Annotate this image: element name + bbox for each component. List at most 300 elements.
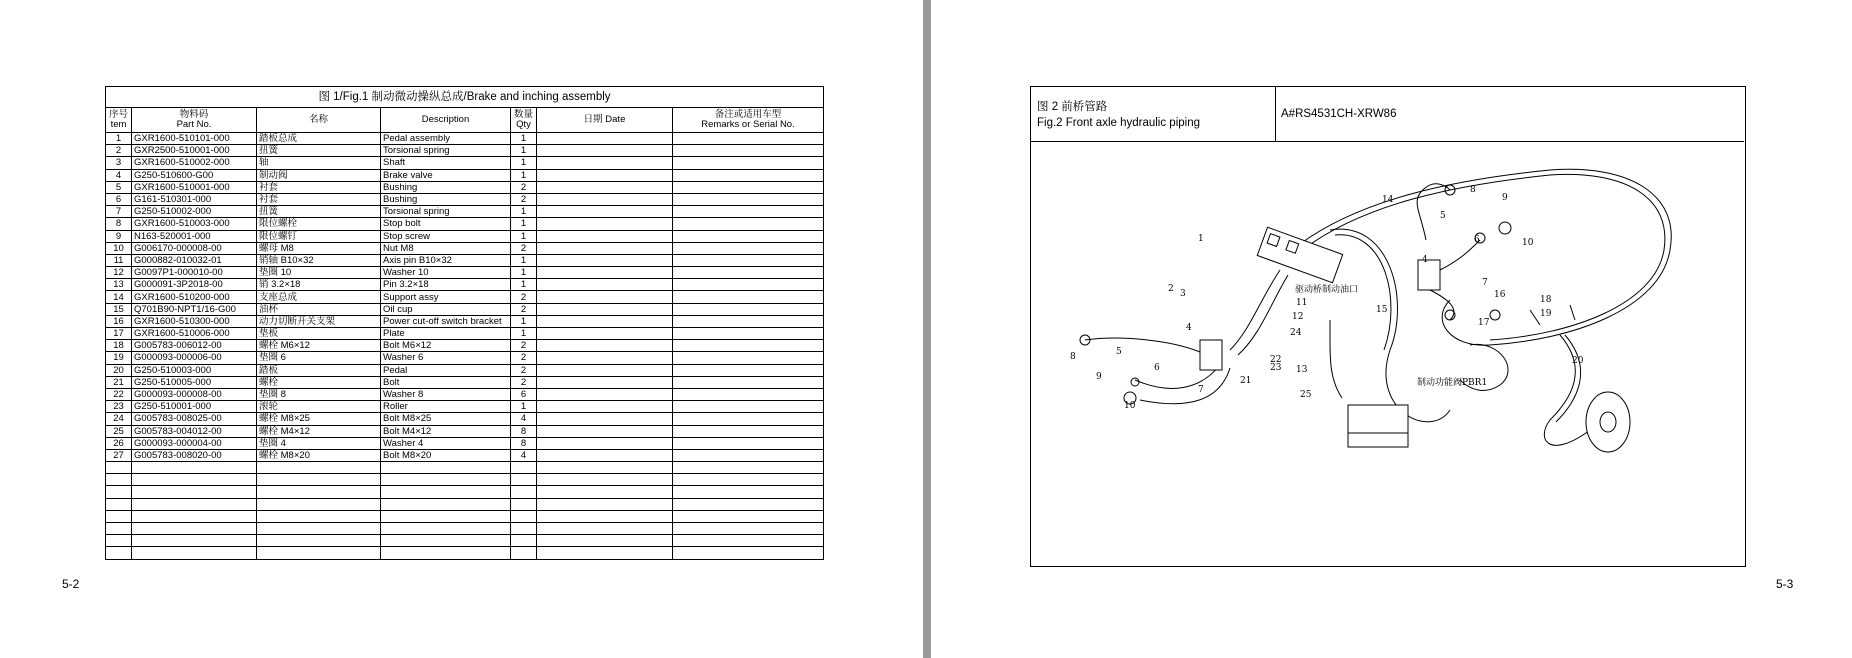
cell-empty xyxy=(673,535,824,547)
svg-text:5: 5 xyxy=(1440,211,1446,221)
hydraulic-piping-diagram xyxy=(1030,140,1746,565)
cell-name: 销 3.2×18 xyxy=(257,279,381,291)
cell-empty xyxy=(537,303,673,315)
cell-part: G000093-000008-00 xyxy=(132,388,257,400)
cell-empty xyxy=(673,193,824,205)
cell-empty xyxy=(537,401,673,413)
cell-part: G005783-004012-00 xyxy=(132,425,257,437)
table-row-empty xyxy=(106,535,824,547)
cell-part: G000882-010032-01 xyxy=(132,254,257,266)
cell-qty: 2 xyxy=(511,352,537,364)
cell-desc: Shaft xyxy=(381,157,511,169)
svg-text:3: 3 xyxy=(1180,289,1186,299)
cell-part: G000093-000004-00 xyxy=(132,437,257,449)
table-title: 图 1/Fig.1 制动微动操纵总成/Brake and inching assembly xyxy=(106,87,824,108)
cell-empty xyxy=(537,364,673,376)
cell-empty xyxy=(106,474,132,486)
cell-qty: 4 xyxy=(511,413,537,425)
cell-empty xyxy=(673,169,824,181)
cell-empty xyxy=(537,462,673,474)
table-row xyxy=(106,145,824,157)
cell-qty: 2 xyxy=(511,181,537,193)
table-row-empty xyxy=(106,486,824,498)
table-row xyxy=(106,267,824,279)
cell-empty xyxy=(381,474,511,486)
cell-no: 3 xyxy=(106,157,132,169)
cell-qty: 2 xyxy=(511,291,537,303)
cell-empty xyxy=(537,340,673,352)
cell-empty xyxy=(106,462,132,474)
cell-desc: Power cut-off switch bracket xyxy=(381,315,511,327)
cell-part: N163-520001-000 xyxy=(132,230,257,242)
cell-empty xyxy=(257,474,381,486)
svg-text:6: 6 xyxy=(1474,235,1480,245)
cell-qty: 1 xyxy=(511,145,537,157)
cell-no: 27 xyxy=(106,449,132,461)
header-part-no: 物料码 Part No. xyxy=(132,108,257,133)
cell-desc: Pedal xyxy=(381,364,511,376)
svg-text:14: 14 xyxy=(1382,195,1394,205)
pipe-13 xyxy=(1330,340,1342,398)
cell-empty xyxy=(537,242,673,254)
cell-desc: Bolt M8×20 xyxy=(381,449,511,461)
svg-text:24: 24 xyxy=(1290,328,1302,338)
cell-empty xyxy=(673,291,824,303)
cell-empty xyxy=(673,388,824,400)
table-row xyxy=(106,401,824,413)
svg-text:18: 18 xyxy=(1540,295,1552,305)
cell-qty: 1 xyxy=(511,157,537,169)
cell-empty xyxy=(537,413,673,425)
cell-empty xyxy=(537,523,673,535)
cell-name: 踏板总成 xyxy=(257,133,381,145)
svg-text:23: 23 xyxy=(1270,363,1282,373)
figure-header xyxy=(1031,87,1744,142)
cell-name: 垫圈 6 xyxy=(257,352,381,364)
cell-empty xyxy=(673,340,824,352)
cell-qty: 1 xyxy=(511,401,537,413)
cell-name: 衬套 xyxy=(257,181,381,193)
cell-desc: Torsional spring xyxy=(381,145,511,157)
svg-text:4: 4 xyxy=(1422,255,1428,265)
cell-name: 螺栓 M6×12 xyxy=(257,340,381,352)
cell-empty xyxy=(673,315,824,327)
table-row xyxy=(106,437,824,449)
svg-text:2: 2 xyxy=(1168,284,1174,294)
cell-empty xyxy=(537,206,673,218)
cell-no: 18 xyxy=(106,340,132,352)
cell-empty xyxy=(673,133,824,145)
cell-part: G250-510001-000 xyxy=(132,401,257,413)
cell-qty: 4 xyxy=(511,449,537,461)
svg-text:16: 16 xyxy=(1494,290,1506,300)
cell-qty: 1 xyxy=(511,254,537,266)
cell-desc: Bolt M4×12 xyxy=(381,425,511,437)
cell-part: G005783-008025-00 xyxy=(132,413,257,425)
cell-name: 垫圈 10 xyxy=(257,267,381,279)
cell-empty xyxy=(673,267,824,279)
cell-empty xyxy=(673,230,824,242)
cell-no: 21 xyxy=(106,376,132,388)
cell-desc: Stop screw xyxy=(381,230,511,242)
cell-empty xyxy=(257,535,381,547)
cell-desc: Washer 6 xyxy=(381,352,511,364)
cell-empty xyxy=(537,315,673,327)
cell-qty: 8 xyxy=(511,437,537,449)
svg-text:6: 6 xyxy=(1154,363,1160,373)
svg-text:20: 20 xyxy=(1572,356,1584,366)
svg-text:1: 1 xyxy=(1198,234,1204,244)
cell-empty xyxy=(537,230,673,242)
page-number-right: 5-3 xyxy=(1776,577,1794,591)
cell-desc: Roller xyxy=(381,401,511,413)
cell-part: G250-510003-000 xyxy=(132,364,257,376)
table-row-empty xyxy=(106,523,824,535)
cell-empty xyxy=(381,535,511,547)
svg-text:8: 8 xyxy=(1470,185,1476,195)
brake-function-valve xyxy=(1348,405,1408,433)
cell-name: 支座总成 xyxy=(257,291,381,303)
page-number-left: 5-2 xyxy=(62,577,80,591)
cell-qty: 2 xyxy=(511,193,537,205)
cell-empty xyxy=(537,486,673,498)
cell-no: 19 xyxy=(106,352,132,364)
cell-empty xyxy=(511,474,537,486)
cell-empty xyxy=(132,498,257,510)
cell-no: 4 xyxy=(106,169,132,181)
svg-text:4: 4 xyxy=(1186,323,1192,333)
table-row xyxy=(106,218,824,230)
svg-text:19: 19 xyxy=(1540,309,1552,319)
cell-empty xyxy=(537,425,673,437)
cell-qty: 1 xyxy=(511,169,537,181)
table-row xyxy=(106,364,824,376)
cell-no: 16 xyxy=(106,315,132,327)
cell-desc: Washer 8 xyxy=(381,388,511,400)
svg-text:9: 9 xyxy=(1502,193,1508,203)
svg-text:8: 8 xyxy=(1070,352,1076,362)
cell-empty xyxy=(673,462,824,474)
svg-text:13: 13 xyxy=(1296,365,1308,375)
cell-empty xyxy=(106,523,132,535)
cell-desc: Washer 4 xyxy=(381,437,511,449)
cell-empty xyxy=(537,169,673,181)
cell-part: G005783-006012-00 xyxy=(132,340,257,352)
cell-empty xyxy=(673,279,824,291)
cell-empty xyxy=(673,449,824,461)
cell-no: 13 xyxy=(106,279,132,291)
cell-part: GXR1600-510002-000 xyxy=(132,157,257,169)
cell-qty: 1 xyxy=(511,133,537,145)
cell-no: 8 xyxy=(106,218,132,230)
cell-empty xyxy=(537,535,673,547)
svg-text:25: 25 xyxy=(1300,390,1312,400)
cell-qty: 2 xyxy=(511,242,537,254)
cell-name: 垫圈 8 xyxy=(257,388,381,400)
cell-empty xyxy=(537,449,673,461)
svg-text:制动功能阀PBR1: 制动功能阀PBR1 xyxy=(1417,378,1488,388)
cell-no: 2 xyxy=(106,145,132,157)
cell-qty: 1 xyxy=(511,279,537,291)
cell-empty xyxy=(537,279,673,291)
cell-empty xyxy=(673,181,824,193)
table-row xyxy=(106,303,824,315)
cell-no: 1 xyxy=(106,133,132,145)
cell-empty xyxy=(537,157,673,169)
cell-name: 限位螺栓 xyxy=(257,218,381,230)
cell-desc: Bolt M8×25 xyxy=(381,413,511,425)
cell-name: 螺栓 M8×20 xyxy=(257,449,381,461)
cell-no: 5 xyxy=(106,181,132,193)
cell-empty xyxy=(673,486,824,498)
cell-qty: 1 xyxy=(511,206,537,218)
cell-qty: 8 xyxy=(511,425,537,437)
cell-empty xyxy=(257,462,381,474)
pipe-20 xyxy=(1544,335,1590,445)
cell-desc: Axis pin B10×32 xyxy=(381,254,511,266)
svg-text:11: 11 xyxy=(1296,298,1308,308)
cell-name: 踏板 xyxy=(257,364,381,376)
cell-name: 螺栓 M8×25 xyxy=(257,413,381,425)
cell-empty xyxy=(381,547,511,559)
cell-no: 26 xyxy=(106,437,132,449)
cell-empty xyxy=(537,388,673,400)
cell-no: 12 xyxy=(106,267,132,279)
svg-text:7: 7 xyxy=(1482,278,1488,288)
cell-empty xyxy=(673,242,824,254)
cell-empty xyxy=(537,193,673,205)
table-row xyxy=(106,315,824,327)
cell-name: 销轴 B10×32 xyxy=(257,254,381,266)
cell-name: 螺栓 M4×12 xyxy=(257,425,381,437)
cell-qty: 2 xyxy=(511,364,537,376)
cell-name: 垫圈 4 xyxy=(257,437,381,449)
cell-empty xyxy=(673,352,824,364)
cell-empty xyxy=(537,145,673,157)
cell-no: 15 xyxy=(106,303,132,315)
cell-desc: Plate xyxy=(381,328,511,340)
cell-no: 17 xyxy=(106,328,132,340)
header-name: 名称 xyxy=(257,108,381,133)
cell-empty xyxy=(381,462,511,474)
cell-empty xyxy=(257,523,381,535)
cell-part: Q701B90-NPT1/16-G00 xyxy=(132,303,257,315)
table-row xyxy=(106,181,824,193)
pipe-left-b xyxy=(1238,275,1288,355)
cell-desc: Pedal assembly xyxy=(381,133,511,145)
table-row xyxy=(106,242,824,254)
table-row xyxy=(106,340,824,352)
svg-text:5: 5 xyxy=(1116,347,1122,357)
cell-part: G000091-3P2018-00 xyxy=(132,279,257,291)
cell-part: G0097P1-000010-00 xyxy=(132,267,257,279)
svg-text:7: 7 xyxy=(1198,385,1204,395)
cell-part: G250-510002-000 xyxy=(132,206,257,218)
cell-empty xyxy=(132,547,257,559)
cell-empty xyxy=(537,510,673,522)
table-row-empty xyxy=(106,510,824,522)
table-header xyxy=(106,108,824,133)
cell-qty: 1 xyxy=(511,267,537,279)
cell-empty xyxy=(673,523,824,535)
table-row xyxy=(106,230,824,242)
cell-empty xyxy=(381,523,511,535)
cell-empty xyxy=(537,267,673,279)
cell-empty xyxy=(537,547,673,559)
table-row xyxy=(106,169,824,181)
cell-desc: Nut M8 xyxy=(381,242,511,254)
cell-empty xyxy=(257,510,381,522)
cell-desc: Washer 10 xyxy=(381,267,511,279)
table-row xyxy=(106,157,824,169)
cell-empty xyxy=(673,474,824,486)
cell-empty xyxy=(257,498,381,510)
cell-name: 螺母 M8 xyxy=(257,242,381,254)
cell-empty xyxy=(537,474,673,486)
cell-part: GXR1600-510003-000 xyxy=(132,218,257,230)
cell-empty xyxy=(106,498,132,510)
cell-empty xyxy=(673,498,824,510)
cell-empty xyxy=(511,535,537,547)
cell-part: GXR1600-510200-000 xyxy=(132,291,257,303)
cell-empty xyxy=(537,181,673,193)
svg-text:12: 12 xyxy=(1292,312,1304,322)
cell-empty xyxy=(673,547,824,559)
cell-desc: Torsional spring xyxy=(381,206,511,218)
cell-empty xyxy=(381,486,511,498)
cell-empty xyxy=(673,401,824,413)
cell-empty xyxy=(106,510,132,522)
cell-empty xyxy=(673,328,824,340)
cell-no: 6 xyxy=(106,193,132,205)
cell-empty xyxy=(511,510,537,522)
cell-part: GXR1600-510006-000 xyxy=(132,328,257,340)
cell-name: 轴 xyxy=(257,157,381,169)
cell-part: G161-510301-000 xyxy=(132,193,257,205)
cell-qty: 1 xyxy=(511,328,537,340)
cell-empty xyxy=(537,133,673,145)
cell-empty xyxy=(106,535,132,547)
cell-name: 滚轮 xyxy=(257,401,381,413)
cell-part: G000093-000006-00 xyxy=(132,352,257,364)
cell-part: GXR1600-510101-000 xyxy=(132,133,257,145)
svg-text:10: 10 xyxy=(1522,238,1534,248)
cell-part: G006170-000008-00 xyxy=(132,242,257,254)
svg-text:驱动桥制动油口: 驱动桥制动油口 xyxy=(1295,285,1359,295)
cell-desc: Bushing xyxy=(381,181,511,193)
table-row xyxy=(106,352,824,364)
svg-text:22: 22 xyxy=(1270,355,1282,365)
cell-empty xyxy=(537,437,673,449)
cell-desc: Support assy xyxy=(381,291,511,303)
cell-empty xyxy=(537,291,673,303)
table-row-empty xyxy=(106,462,824,474)
cell-empty xyxy=(673,145,824,157)
cell-part: G250-510600-G00 xyxy=(132,169,257,181)
table-row xyxy=(106,193,824,205)
cell-desc: Brake valve xyxy=(381,169,511,181)
parts-table xyxy=(105,86,824,560)
cell-empty xyxy=(381,498,511,510)
cell-no: 20 xyxy=(106,364,132,376)
cell-desc: Oil cup xyxy=(381,303,511,315)
figure-title-cn: 图 2 前桥管路 xyxy=(1037,101,1108,113)
cell-empty xyxy=(132,462,257,474)
cell-name: 扭簧 xyxy=(257,206,381,218)
cell-part: G005783-008020-00 xyxy=(132,449,257,461)
table-row xyxy=(106,279,824,291)
cell-empty xyxy=(537,376,673,388)
cell-empty xyxy=(511,547,537,559)
header-description: Description xyxy=(381,108,511,133)
cell-no: 23 xyxy=(106,401,132,413)
cell-no: 25 xyxy=(106,425,132,437)
cell-empty xyxy=(673,364,824,376)
cell-empty xyxy=(511,462,537,474)
cell-part: GXR1600-510300-000 xyxy=(132,315,257,327)
figure-title-en: Fig.2 Front axle hydraulic piping xyxy=(1037,117,1200,129)
cell-name: 动力切断开关支架 xyxy=(257,315,381,327)
cell-qty: 2 xyxy=(511,376,537,388)
cell-empty xyxy=(673,437,824,449)
cell-name: 扭簧 xyxy=(257,145,381,157)
cell-empty xyxy=(132,474,257,486)
cell-empty xyxy=(673,510,824,522)
svg-text:17: 17 xyxy=(1478,318,1490,328)
cell-empty xyxy=(537,218,673,230)
cell-empty xyxy=(132,523,257,535)
cell-empty xyxy=(673,157,824,169)
cell-qty: 6 xyxy=(511,388,537,400)
figure-title-cell xyxy=(1031,87,1276,141)
cell-empty xyxy=(511,486,537,498)
table-row xyxy=(106,449,824,461)
cell-empty xyxy=(257,547,381,559)
table-row xyxy=(106,133,824,145)
cell-no: 14 xyxy=(106,291,132,303)
wheel-hub xyxy=(1586,392,1630,452)
cell-qty: 1 xyxy=(511,230,537,242)
cell-desc: Bushing xyxy=(381,193,511,205)
cell-desc: Bolt M6×12 xyxy=(381,340,511,352)
pipe-14-inner xyxy=(1305,174,1665,340)
table-row-empty xyxy=(106,474,824,486)
table-row xyxy=(106,376,824,388)
cell-empty xyxy=(132,535,257,547)
manifold-4-left xyxy=(1200,340,1222,370)
figure-model: A#RS4531CH-XRW86 xyxy=(1281,108,1397,120)
cell-qty: 2 xyxy=(511,303,537,315)
pipe-left-a xyxy=(1230,270,1280,350)
cell-no: 24 xyxy=(106,413,132,425)
cell-empty xyxy=(673,425,824,437)
cell-empty xyxy=(132,486,257,498)
svg-text:10: 10 xyxy=(1124,401,1136,411)
header-date: 日期 Date xyxy=(537,108,673,133)
table-row xyxy=(106,254,824,266)
cell-empty xyxy=(257,486,381,498)
cell-desc: Bolt xyxy=(381,376,511,388)
cell-empty xyxy=(511,523,537,535)
cell-empty xyxy=(673,376,824,388)
table-row xyxy=(106,291,824,303)
cell-empty xyxy=(511,498,537,510)
table-row-empty xyxy=(106,498,824,510)
cell-part: GXR2500-510001-000 xyxy=(132,145,257,157)
cell-part: G250-510005-000 xyxy=(132,376,257,388)
left-page xyxy=(0,0,923,658)
cell-qty: 1 xyxy=(511,315,537,327)
